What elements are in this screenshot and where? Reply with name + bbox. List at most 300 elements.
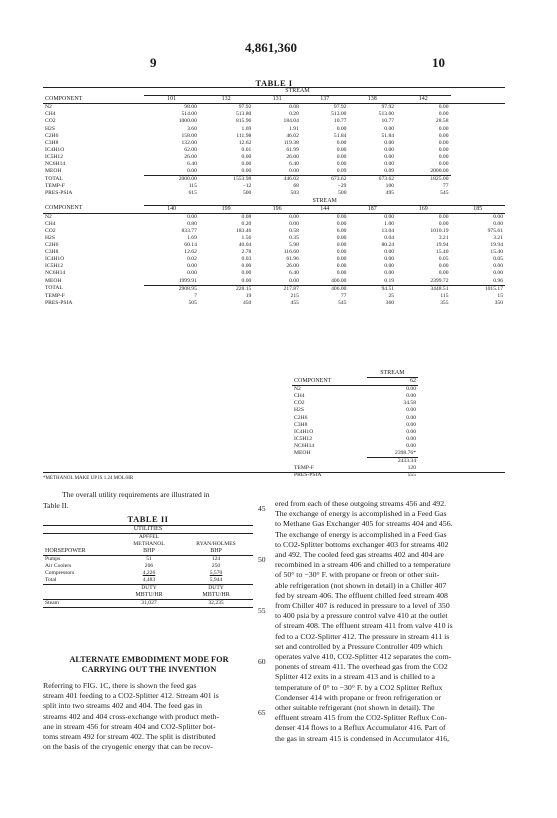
component-name: MEOH — [294, 450, 311, 457]
text-line: of 50° to −30° F. with propane or freon or other suit- — [275, 570, 440, 580]
cell: 6.40 — [187, 161, 197, 168]
cell: 6.00 — [336, 227, 347, 234]
table-row — [292, 436, 418, 443]
cell: 0.00 — [336, 161, 347, 168]
text-line: temperature of 0° to −30° F. by a CO2 Splitter Reflux — [275, 682, 443, 692]
text-line: Splitter 412 exits in a stream 413 and is chilled to a — [275, 672, 436, 682]
table-row — [292, 393, 418, 400]
cell: 28.58 — [435, 118, 449, 125]
line-number: 60 — [258, 657, 266, 666]
cell: 0.00 — [384, 161, 395, 168]
cell: 97.92 — [333, 104, 347, 111]
blank — [43, 88, 144, 96]
cell: 115 — [440, 292, 449, 299]
row-total: Total — [43, 577, 119, 585]
cell: 0.19 — [384, 277, 395, 284]
line-number: 65 — [258, 708, 266, 717]
cell: 0.00 — [493, 213, 503, 220]
cell: 1.00 — [384, 220, 395, 227]
cell: 0.00 — [336, 242, 347, 249]
cell: 97.92 — [381, 104, 395, 111]
table-2-caption: TABLE II — [127, 514, 169, 524]
component-name: N2 — [45, 213, 52, 220]
text-line: from Chiller 407 is reduced in pressure to a level of 350 — [275, 601, 450, 611]
cell: 3.21 — [493, 234, 503, 241]
table-row — [43, 183, 505, 190]
cell: 5.98 — [289, 242, 299, 249]
cell: 1553.98 — [199, 176, 253, 184]
cell: −29 — [337, 183, 347, 190]
cell: 1010.19 — [430, 227, 449, 234]
component-name: N2 — [45, 104, 52, 111]
component-name: H2S — [294, 407, 304, 414]
blank — [451, 147, 506, 154]
component-name: NC6H14 — [294, 442, 315, 449]
cell: 2000.00 — [430, 168, 449, 175]
row-air-coolers: Air Coolers — [45, 563, 72, 569]
total-label: PRES-PSIA — [294, 472, 322, 479]
cell: −12 — [242, 183, 252, 190]
cell: 0.00 — [336, 263, 347, 270]
cell: 25 — [388, 292, 395, 299]
stream-number: 187 — [348, 205, 396, 213]
stream-number: 137 — [301, 96, 349, 104]
cell: 513.00 — [378, 111, 395, 118]
stream-number: 132 — [199, 96, 253, 104]
cell: 455 — [290, 299, 299, 306]
cell: 217.87 — [253, 285, 301, 293]
cell: 19.94 — [490, 242, 503, 249]
cell: 4,226 — [142, 570, 156, 576]
col-duty-a: DUTY — [141, 585, 157, 591]
cell: 0.00 — [187, 213, 197, 220]
table-row — [43, 228, 505, 235]
blank — [451, 133, 506, 140]
component-name: CO2 — [45, 118, 56, 125]
cell: 15.40 — [490, 249, 503, 256]
cell: 0.00 — [406, 414, 416, 421]
cell: 0.00 — [336, 249, 347, 256]
text-line: streams 402 and 404 cross-exchange with product meth- — [43, 711, 220, 721]
cell: 0.00 — [438, 125, 449, 132]
component-name: NC6H14 — [45, 270, 66, 277]
table-row — [43, 300, 505, 307]
component-name: IC4H1O — [45, 256, 65, 263]
blank — [292, 458, 367, 466]
left-column-text — [43, 681, 255, 752]
cell: 833.77 — [181, 227, 197, 234]
cell: 0.00 — [493, 270, 503, 277]
table-row — [292, 407, 418, 414]
text-line: to 400 psia by a pressure control valve 410 at the outlet — [275, 611, 448, 621]
table-row — [43, 104, 505, 112]
cell: 12.62 — [184, 249, 197, 256]
cell: 0.00 — [289, 220, 299, 227]
text-line: and 492. The cooled feed gas streams 402 and 404 are — [275, 550, 444, 560]
cell: 0.00 — [384, 139, 395, 146]
cell: 0.00 — [493, 220, 503, 227]
cell: 0.00 — [406, 393, 416, 400]
table-row — [292, 443, 418, 450]
text-line: of stream 408. The effluent stream 411 from valve 410 is — [275, 621, 453, 631]
blank — [451, 140, 506, 147]
cell: 0.80 — [187, 220, 197, 227]
cell: 116.60 — [283, 249, 299, 256]
cell: 1.91 — [289, 125, 299, 132]
cell: 0.00 — [406, 407, 416, 414]
right-column-text — [275, 499, 507, 744]
table-row — [43, 88, 505, 96]
table-1-caption: TABLE I — [255, 78, 293, 88]
cell: 184.04 — [283, 118, 299, 125]
table-row — [292, 415, 418, 422]
stream-header: STREAM — [144, 198, 505, 206]
cell: 32,235 — [179, 600, 253, 608]
cell: 2908.95 — [144, 285, 198, 293]
cell: 2.78 — [241, 249, 252, 256]
cell: 0.58 — [289, 227, 299, 234]
stream-number: 185 — [451, 205, 506, 213]
col-duty-b: DUTY — [208, 585, 224, 591]
text-line: denser 414 flows to a Reflux Accumulator 416. Part of — [275, 723, 446, 733]
cell: 77 — [442, 183, 449, 190]
cell: 0.00 — [406, 421, 416, 428]
blank — [451, 154, 506, 161]
total-label: PRES-PSIA — [45, 190, 73, 197]
cell: 60.14 — [184, 242, 197, 249]
footnote-rule — [43, 472, 505, 473]
cell: 513.80 — [235, 111, 252, 118]
table-row — [43, 235, 505, 242]
cell: 0.00 — [241, 153, 252, 160]
cell: 1015.17 — [451, 285, 506, 293]
cell: 13.04 — [381, 227, 395, 234]
cell: 3448.51 — [396, 285, 450, 293]
col-mbtu-b: MBTU/HR — [179, 592, 253, 600]
blank — [451, 190, 506, 197]
table-row — [292, 400, 418, 407]
component-name: C3H8 — [45, 139, 59, 146]
table-row — [43, 80, 505, 88]
cell: 5,944 — [179, 577, 253, 585]
table-1-stream-62 — [292, 370, 418, 479]
cell: 31,027 — [119, 600, 179, 608]
cell: 0.00 — [438, 132, 449, 139]
stream-number: 138 — [348, 96, 396, 104]
stream-header: STREAM — [144, 88, 450, 96]
table-row — [292, 370, 418, 378]
cell: 0.00 — [336, 125, 347, 132]
table-row — [43, 126, 505, 133]
blank — [43, 198, 144, 206]
cell: 62.00 — [184, 146, 197, 153]
cell: 545 — [440, 190, 449, 197]
utilities-header: UTILITIES — [43, 526, 253, 534]
table-row — [43, 205, 505, 213]
cell: 0.00 — [406, 442, 416, 449]
row-pumps: Pumps — [45, 556, 61, 562]
text-line: to Methane Gas Exchanger 405 for streams 404 and 456. — [275, 519, 453, 529]
component-name: CO2 — [45, 227, 56, 234]
text-line: operates valve 410, CO2-Splitter 412 separates the com- — [275, 652, 452, 662]
cell: 158.00 — [181, 132, 197, 139]
text-line: The exchange of energy is accomplished in a Feed Gas — [275, 509, 447, 519]
stream-number: 101 — [144, 96, 198, 104]
cell: 68 — [293, 183, 299, 190]
component-name: MEOH — [45, 168, 62, 175]
component-name: H2S — [45, 234, 55, 241]
table-row — [292, 422, 418, 429]
table-row — [292, 378, 418, 386]
cell: 0.00 — [438, 146, 449, 153]
cell: 615 — [188, 190, 197, 197]
cell: 61.96 — [286, 256, 299, 263]
blank — [292, 370, 367, 378]
col-mbtu-a: MBTU/HR — [119, 592, 179, 600]
cell: 0.03 — [241, 256, 252, 263]
cell: 0.00 — [493, 263, 503, 270]
blank — [451, 118, 506, 125]
text-line: ponents of stream 411. The overhead gas from the CO2 — [275, 662, 448, 672]
component-name: MEOH — [45, 277, 62, 284]
cell: 97.92 — [238, 104, 252, 111]
cell: 0.05 — [493, 256, 503, 263]
table-row — [43, 133, 505, 140]
cell: 0.00 — [241, 277, 252, 284]
cell: 0.00 — [336, 146, 347, 153]
cell: 0.09 — [336, 168, 347, 175]
cell: 0.04 — [384, 234, 395, 241]
cell: 450 — [242, 299, 252, 306]
cell: 100 — [385, 183, 395, 190]
cell: 0.00 — [438, 161, 449, 168]
cell: 111.98 — [236, 132, 252, 139]
blank — [451, 96, 506, 104]
text-line: on the basis of the cryogenic energy that can be recov- — [43, 742, 214, 752]
cell: 0.00 — [384, 263, 395, 270]
cell: 555 — [407, 472, 416, 479]
cell: 2398.76* — [395, 450, 416, 457]
cell: 250 — [211, 563, 221, 569]
blank — [451, 88, 506, 96]
cell: 355 — [440, 299, 449, 306]
cell: 815.96 — [235, 118, 252, 125]
component-name: C2H6 — [45, 242, 59, 249]
table-row — [43, 213, 505, 221]
cell: 12.62 — [238, 139, 252, 146]
cell: 26.00 — [286, 153, 299, 160]
cell: 0.00 — [336, 213, 347, 220]
cell: 975.61 — [487, 227, 503, 234]
cell: 26.00 — [286, 263, 299, 270]
blank — [451, 161, 506, 168]
cell: 10.77 — [381, 118, 395, 125]
left-page-number: 9 — [150, 55, 157, 70]
table-row — [43, 161, 505, 168]
table-row — [292, 450, 418, 458]
text-line: ane in stream 456 for stream 404 and CO2-Splitter bot- — [43, 721, 216, 731]
cell: 0.00 — [438, 139, 449, 146]
stream-number: 199 — [199, 205, 253, 213]
table-row — [43, 270, 505, 277]
cell: 0.00 — [384, 256, 395, 263]
cell: 2399.72 — [430, 277, 449, 284]
cell: 0.05 — [438, 256, 449, 263]
methanol-footnote: *METHANOL MAKE UP IS 1.24 MOL/HR — [43, 476, 134, 481]
cell: 0.09 — [384, 168, 395, 175]
cell: 350 — [494, 299, 503, 306]
cell: 0.00 — [187, 270, 197, 277]
cell: 120 — [407, 465, 416, 472]
cell: 119.38 — [283, 139, 299, 146]
table-row — [43, 140, 505, 147]
cell: 0.00 — [289, 213, 299, 220]
cell: 0.00 — [384, 249, 395, 256]
col-horsepower: HORSEPOWER — [43, 548, 119, 556]
cell: 500 — [338, 190, 347, 197]
table-row — [43, 263, 505, 270]
total-label: TOTAL — [45, 285, 63, 292]
text-line: toms stream 492 for stream 402. The split is distributed — [43, 732, 216, 742]
cell: 77 — [340, 292, 347, 299]
line-number: 50 — [258, 555, 266, 564]
cell: 40.04 — [238, 242, 252, 249]
cell: 0.00 — [289, 168, 299, 175]
cell: 2000.00 — [144, 176, 198, 184]
cell: 46.02 — [286, 132, 299, 139]
cell: 19 — [245, 292, 252, 299]
cell: 446.02 — [253, 176, 301, 184]
cell: 1.69 — [241, 125, 252, 132]
table-row — [292, 386, 418, 394]
cell: 0.00 — [384, 146, 395, 153]
stream-number: 142 — [396, 96, 450, 104]
cell: 4,483 — [119, 577, 179, 585]
cell: 132.00 — [181, 139, 197, 146]
table-row — [43, 111, 505, 118]
total-label: TOTAL — [45, 175, 63, 182]
text-line: split into two streams 402 and 404. The feed gas in — [43, 701, 203, 711]
table-row — [43, 278, 505, 286]
cell: 26.00 — [184, 153, 197, 160]
cell: 94.51 — [348, 285, 396, 293]
stream-number: 169 — [396, 205, 450, 213]
total-label: TEMP-F — [45, 183, 65, 190]
cell: 0.01 — [241, 146, 252, 153]
cell: 0.20 — [289, 111, 299, 118]
table-1 — [43, 80, 505, 307]
cell: 505 — [188, 299, 197, 306]
cell: 0.00 — [406, 428, 416, 435]
component-name: IC5H12 — [45, 263, 64, 270]
cell: 0.00 — [438, 220, 449, 227]
cell: 228.15 — [199, 285, 253, 293]
blank — [451, 183, 506, 190]
table-row — [43, 285, 505, 293]
cell: 51.84 — [381, 132, 395, 139]
heading-line-2: CARRYING OUT THE INVENTION — [81, 665, 217, 674]
component-name: CH4 — [294, 393, 305, 400]
cell: 0.00 — [241, 161, 252, 168]
cell: 495 — [385, 190, 395, 197]
component-name: IC5H12 — [294, 435, 313, 442]
stream-number: 140 — [144, 205, 198, 213]
cell: 513.00 — [331, 111, 347, 118]
intro-line-1: The overall utility requirements are illustrated in — [62, 490, 210, 499]
component-name: C2H6 — [45, 132, 59, 139]
cell: 0.00 — [406, 386, 416, 393]
component-name: H2S — [45, 125, 55, 132]
text-line: Referring to FIG. 1C, there is shown the feed gas — [43, 681, 197, 690]
cell: 206 — [144, 563, 154, 569]
component-name: C2H6 — [294, 414, 308, 421]
cell: 0.00 — [438, 213, 449, 220]
table-row — [43, 249, 505, 256]
cell: 215 — [290, 292, 299, 299]
component-name: NC6H14 — [45, 161, 66, 168]
blank — [451, 126, 506, 133]
component-name: N2 — [294, 386, 301, 393]
cell: 406.00 — [301, 285, 349, 293]
cell: 0.00 — [384, 213, 395, 220]
cell: 6.40 — [289, 161, 299, 168]
cell: 124 — [211, 556, 221, 562]
cell: 34.58 — [403, 400, 416, 407]
cell: 0.08 — [289, 104, 299, 111]
cell: 0.00 — [187, 168, 197, 175]
cell: 3.60 — [187, 125, 197, 132]
cell: 15.40 — [435, 249, 449, 256]
cell: 183.46 — [235, 227, 252, 234]
component-name: IC4H1O — [294, 428, 314, 435]
cell: 0.00 — [289, 277, 299, 284]
cell: 1000.00 — [178, 118, 197, 125]
cell: 1.56 — [241, 234, 252, 241]
cell: 0.00 — [384, 153, 395, 160]
cell: 0.00 — [438, 104, 449, 111]
cell: 0.00 — [384, 270, 395, 277]
text-line: the gas in stream 415 is condensed in Accumulator 416, — [275, 733, 450, 743]
col-methanol: METHANOL — [133, 541, 165, 547]
cell: 0.35 — [289, 234, 299, 241]
cell: 6.40 — [289, 270, 299, 277]
intro-line-2: Table II. — [43, 501, 69, 510]
cell: 98.00 — [184, 104, 197, 111]
cell: 7 — [194, 292, 197, 299]
table-row — [292, 429, 418, 436]
section-heading — [43, 655, 255, 675]
total-label: TEMP-F — [45, 292, 65, 299]
text-line: fed to a CO2-Splitter 412. The pressure in stream 411 is — [275, 631, 450, 641]
blank — [451, 111, 506, 118]
row-compressors: Compressors — [45, 570, 75, 576]
line-number: 55 — [258, 606, 266, 615]
col-bhp-b: BHP — [179, 548, 253, 556]
stream-number: 196 — [253, 205, 301, 213]
table-row — [43, 190, 505, 197]
table-row — [43, 198, 505, 206]
table-row — [43, 147, 505, 154]
text-line: other suitable refrigerant (not shown in detail). The — [275, 703, 435, 713]
text-line: recombined in a stream 406 and chilled to a temperature — [275, 560, 451, 570]
cell: 0.00 — [438, 270, 449, 277]
cell: 0.00 — [187, 263, 197, 270]
cell: 1999.91 — [178, 277, 197, 284]
stream-number: 62 — [367, 378, 418, 386]
text-line: able refrigeration (not shown in detail) in a Chiller 407 — [275, 580, 447, 590]
cell: 400.00 — [331, 277, 347, 284]
cell: 115 — [188, 183, 197, 190]
